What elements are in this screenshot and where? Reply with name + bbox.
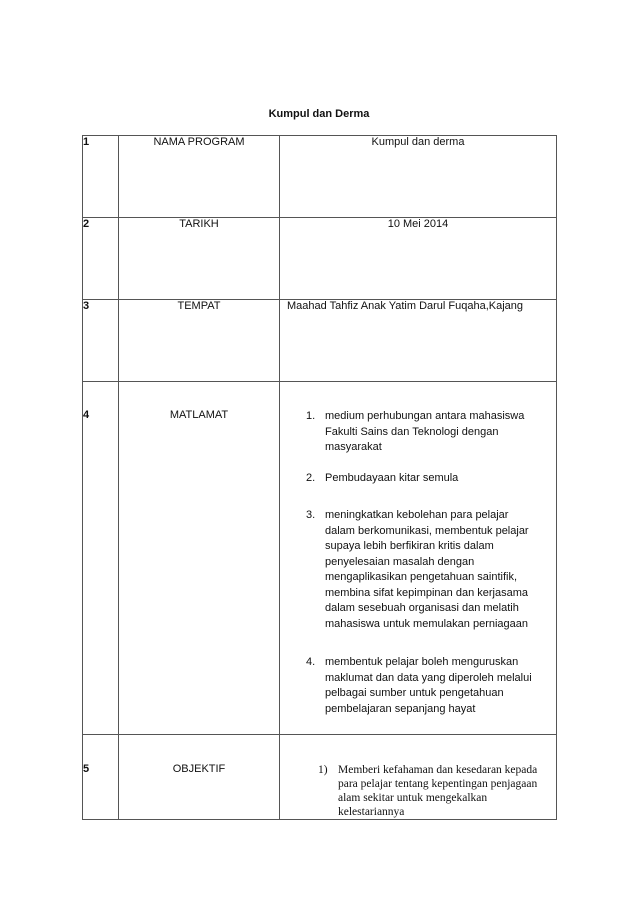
objektif-list	[280, 763, 556, 819]
row-label: OBJEKTIF	[119, 735, 280, 820]
matlamat-list	[280, 409, 556, 717]
row-number: 4	[83, 382, 119, 735]
list-marker: 2.	[306, 471, 316, 484]
list-item	[280, 471, 556, 487]
table-row	[83, 218, 557, 300]
list-item	[280, 508, 556, 632]
row-value: Maahad Tahfiz Anak Yatim Darul Fuqaha,Kajang	[280, 300, 557, 382]
list-marker: 3.	[306, 509, 316, 521]
row-value	[280, 382, 557, 735]
list-item	[280, 409, 556, 456]
table-row	[83, 300, 557, 382]
list-marker: 1)	[318, 764, 328, 776]
row-value	[280, 735, 557, 820]
list-item-text: membentuk pelajar boleh menguruskan maklumat dan data yang diperoleh melalui pelbagai sumber untuk pengetahuan pembelajaran sepanjang hayat	[325, 656, 532, 715]
row-number: 1	[83, 136, 119, 218]
list-marker: 4.	[306, 656, 316, 668]
document-title: Kumpul dan Derma	[268, 108, 370, 120]
table-row	[83, 382, 557, 735]
row-number: 5	[83, 735, 119, 820]
row-value: 10 Mei 2014	[280, 218, 557, 300]
row-label: MATLAMAT	[119, 382, 280, 735]
list-item	[280, 655, 556, 717]
row-label: NAMA PROGRAM	[119, 136, 280, 218]
table-row	[83, 136, 557, 218]
row-number: 2	[83, 218, 119, 300]
table-row	[83, 735, 557, 820]
list-item-text: Pembudayaan kitar semula	[325, 471, 459, 484]
row-label: TEMPAT	[119, 300, 280, 382]
list-item-text: medium perhubungan antara mahasiswa Fakulti Sains dan Teknologi dengan masyarakat	[325, 410, 525, 453]
program-table	[82, 135, 557, 820]
list-item-text: meningkatkan kebolehan para pelajar dalam berkomunikasi, membentuk pelajar supaya lebih berfikiran kritis dalam penyelesaian masalah dengan mengaplikasikan pengetahuan saintifik, membina sifat kepimpinan dan kerjasama dalam sesebuah organisasi dan melatih mahasiswa untuk memulakan perniagaan	[325, 509, 529, 630]
list-item-text: Memberi kefahaman dan kesedaran kepada para pelajar tentang kepentingan penjagaan alam sekitar untuk mengekalkan kelestariannya	[338, 764, 538, 818]
row-label: TARIKH	[119, 218, 280, 300]
list-item	[280, 763, 556, 819]
row-number: 3	[83, 300, 119, 382]
row-value: Kumpul dan derma	[280, 136, 557, 218]
list-marker: 1.	[306, 410, 316, 422]
